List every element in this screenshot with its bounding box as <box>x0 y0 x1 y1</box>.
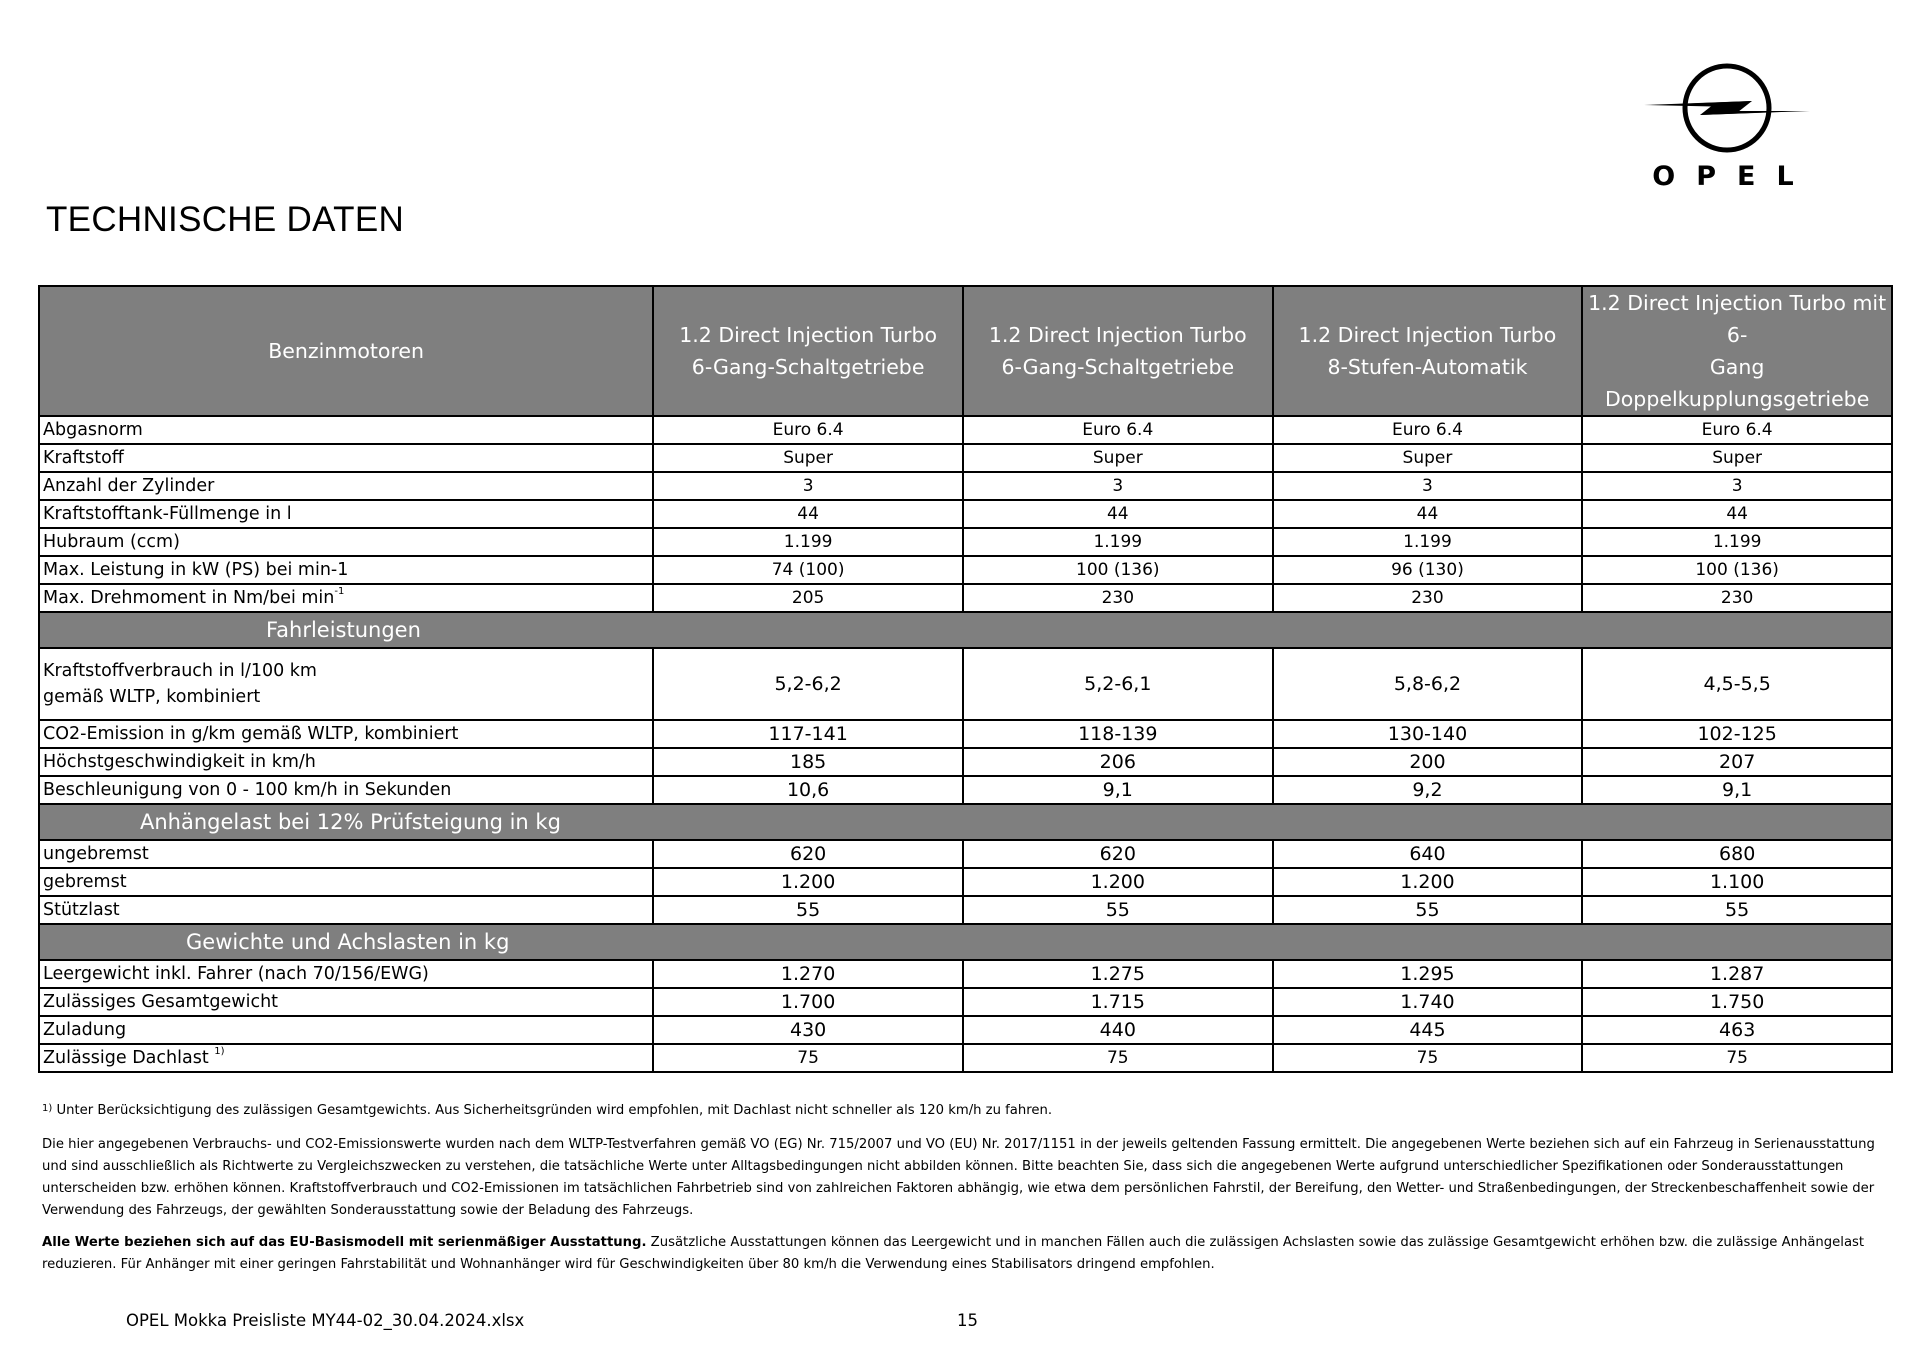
cell-value: 9,2 <box>1273 776 1583 804</box>
cell-value: Super <box>1273 444 1583 472</box>
row-label: Anzahl der Zylinder <box>39 472 653 500</box>
cell-value: 1.715 <box>963 988 1273 1016</box>
footnote-1-text: Unter Berücksichtigung des zulässigen Gesamtgewichts. Aus Sicherheitsgründen wird empfohlen, mit Dachlast nicht schneller als 120 km/h zu fahren. <box>56 1103 1053 1118</box>
cell-value: 117-141 <box>653 720 963 748</box>
header-engine-2-line1: 1.2 Direct Injection Turbo <box>988 323 1247 347</box>
header-engine-3 <box>1273 286 1583 416</box>
row-label: Zuladung <box>39 1016 653 1044</box>
cell-value: 1.287 <box>1582 960 1892 988</box>
cell-value: 230 <box>963 584 1273 612</box>
cell-value: 5,8-6,2 <box>1273 648 1583 720</box>
cell-value: 4,5-5,5 <box>1582 648 1892 720</box>
cell-value: Euro 6.4 <box>1273 416 1583 444</box>
opel-wordmark: OPEL <box>1652 161 1815 192</box>
cell-value: 1.700 <box>653 988 963 1016</box>
cell-value: 230 <box>1273 584 1583 612</box>
header-engine-2 <box>963 286 1273 416</box>
table-row <box>39 960 1892 988</box>
cell-value: 205 <box>653 584 963 612</box>
table-row <box>39 776 1892 804</box>
table-row <box>39 840 1892 868</box>
cell-value: 680 <box>1582 840 1892 868</box>
cell-value: 9,1 <box>963 776 1273 804</box>
cell-value: 1.199 <box>653 528 963 556</box>
table-header-row <box>39 286 1892 416</box>
cell-value: Super <box>963 444 1273 472</box>
row-label: Zulässiges Gesamtgewicht <box>39 988 653 1016</box>
table-row <box>39 868 1892 896</box>
cell-value: 200 <box>1273 748 1583 776</box>
footnote-mark: 1) <box>42 1103 53 1114</box>
opel-blitz-icon <box>1640 58 1815 158</box>
table-row <box>39 528 1892 556</box>
cell-value: 100 (136) <box>963 556 1273 584</box>
superscript: 1) <box>214 1046 225 1057</box>
cell-value: 620 <box>653 840 963 868</box>
section-fahrleistungen <box>39 612 1892 648</box>
row-label: Hubraum (ccm) <box>39 528 653 556</box>
header-engine-3-line2: 8-Stufen-Automatik <box>1327 355 1528 379</box>
footnote-basismodell <box>42 1232 1897 1276</box>
header-benzinmotoren: Benzinmotoren <box>39 286 653 416</box>
cell-value: 130-140 <box>1273 720 1583 748</box>
cell-value: 55 <box>653 896 963 924</box>
cell-value: 463 <box>1582 1016 1892 1044</box>
cell-value: 5,2-6,2 <box>653 648 963 720</box>
cell-value: 44 <box>1273 500 1583 528</box>
cell-value: Euro 6.4 <box>963 416 1273 444</box>
cell-value: 1.199 <box>1273 528 1583 556</box>
cell-value: 185 <box>653 748 963 776</box>
cell-value: 640 <box>1273 840 1583 868</box>
row-label <box>39 648 653 720</box>
cell-value: 55 <box>1273 896 1583 924</box>
table-row <box>39 444 1892 472</box>
cell-value: 5,2-6,1 <box>963 648 1273 720</box>
cell-value: Euro 6.4 <box>1582 416 1892 444</box>
section-fahrleistungen-cell <box>39 612 1892 648</box>
cell-value: 75 <box>653 1044 963 1072</box>
cell-value: Euro 6.4 <box>653 416 963 444</box>
header-engine-4 <box>1582 286 1892 416</box>
section-gewichte <box>39 924 1892 960</box>
cell-value: 230 <box>1582 584 1892 612</box>
cell-value: 3 <box>1582 472 1892 500</box>
cell-value: 440 <box>963 1016 1273 1044</box>
cell-value: 445 <box>1273 1016 1583 1044</box>
header-engine-3-line1: 1.2 Direct Injection Turbo <box>1298 323 1557 347</box>
header-engine-2-line2: 6-Gang-Schaltgetriebe <box>1001 355 1235 379</box>
cell-value: 44 <box>1582 500 1892 528</box>
cell-value: 1.100 <box>1582 868 1892 896</box>
header-engine-1-line2: 6-Gang-Schaltgetriebe <box>691 355 925 379</box>
table-row <box>39 988 1892 1016</box>
cell-value: 1.199 <box>1582 528 1892 556</box>
cell-value: 96 (130) <box>1273 556 1583 584</box>
row-label: Max. Leistung in kW (PS) bei min-1 <box>39 556 653 584</box>
cell-value: 100 (136) <box>1582 556 1892 584</box>
section-title: Anhängelast bei 12% Prüfsteigung in kg <box>140 810 561 834</box>
header-engine-4-line1: 1.2 Direct Injection Turbo mit 6- <box>1588 291 1887 347</box>
cell-value: 1.200 <box>653 868 963 896</box>
cell-value: Super <box>653 444 963 472</box>
footnote-wltp: Die hier angegebenen Verbrauchs- und CO2-Emissionswerte wurden nach dem WLTP-Testverfahren gemäß VO (EG) Nr. 715/2007 und VO (EU) Nr. 2017/1151 in der jeweils geltenden Fassung ermittelt. Die angegebenen Werte beziehen sich auf ein Fahrzeug in Serienausstattung und sind ausschließlich als Richtwerte zu Vergleichszwecken zu verstehen, die tatsächliche Werte unter Alltagsbedingungen nicht abbilden können. Bitte beachten Sie, dass sich die angegebenen Werte aufgrund unterschiedlicher Spezifikationen oder Sonderausstattungen unterscheiden bzw. erhöhen können. Kraftstoffverbrauch und CO2-Emissionen im tatsächlichen Fahrbetrieb sind von zahlreichen Faktoren abhängig, wie etwa dem persönlichen Fahrstil, der Bereifung, den Wetter- und Straßenbedingungen, der Streckenbeschaffenheit sowie der Verwendung des Fahrzeugs, der gewählten Sonderausstattung sowie der Beladung des Fahrzeugs. <box>42 1137 1875 1218</box>
cell-value: 9,1 <box>1582 776 1892 804</box>
cell-value: Super <box>1582 444 1892 472</box>
cell-value: 102-125 <box>1582 720 1892 748</box>
table-row <box>39 1016 1892 1044</box>
row-label: Kraftstoff <box>39 444 653 472</box>
row-label: Abgasnorm <box>39 416 653 444</box>
superscript: -1 <box>334 586 345 597</box>
row-label: Höchstgeschwindigkeit in km/h <box>39 748 653 776</box>
row-label: Stützlast <box>39 896 653 924</box>
table-row <box>39 1044 1892 1072</box>
footnotes <box>42 1100 1897 1286</box>
table-row <box>39 584 1892 612</box>
cell-value: 1.275 <box>963 960 1273 988</box>
section-anhaengelast-cell <box>39 804 1892 840</box>
table-row <box>39 748 1892 776</box>
cell-value: 3 <box>963 472 1273 500</box>
row-label <box>39 584 653 612</box>
cell-value: 3 <box>653 472 963 500</box>
table-row <box>39 500 1892 528</box>
cell-value: 1.750 <box>1582 988 1892 1016</box>
table-row <box>39 472 1892 500</box>
cell-value: 620 <box>963 840 1273 868</box>
table-row <box>39 648 1892 720</box>
row-label: CO2-Emission in g/km gemäß WLTP, kombiniert <box>39 720 653 748</box>
section-title: Gewichte und Achslasten in kg <box>186 930 510 954</box>
row-label-line1: Kraftstoffverbrauch in l/100 km <box>43 661 317 681</box>
row-label: gebremst <box>39 868 653 896</box>
cell-value: 75 <box>1273 1044 1583 1072</box>
cell-value: 55 <box>1582 896 1892 924</box>
table-row <box>39 896 1892 924</box>
row-label: ungebremst <box>39 840 653 868</box>
table-row <box>39 720 1892 748</box>
cell-value: 3 <box>1273 472 1583 500</box>
cell-value: 1.200 <box>963 868 1273 896</box>
row-label-line2: gemäß WLTP, kombiniert <box>43 687 261 707</box>
footnote-1 <box>42 1100 1897 1122</box>
footer-filename: OPEL Mokka Preisliste MY44-02_30.04.2024.xlsx <box>126 1311 525 1330</box>
cell-value: 430 <box>653 1016 963 1044</box>
footnote-basismodell-bold: Alle Werte beziehen sich auf das EU-Basismodell mit serienmäßiger Ausstattung. <box>42 1235 647 1250</box>
cell-value: 75 <box>963 1044 1273 1072</box>
row-label-text: Max. Drehmoment in Nm/bei min <box>43 588 335 608</box>
section-gewichte-cell <box>39 924 1892 960</box>
row-label: Leergewicht inkl. Fahrer (nach 70/156/EWG) <box>39 960 653 988</box>
page-title: TECHNISCHE DATEN <box>46 200 405 239</box>
row-label: Beschleunigung von 0 - 100 km/h in Sekunden <box>39 776 653 804</box>
header-engine-1 <box>653 286 963 416</box>
cell-value: 44 <box>963 500 1273 528</box>
row-label-text: Zulässige Dachlast <box>43 1048 209 1068</box>
section-anhaengelast <box>39 804 1892 840</box>
table-row <box>39 416 1892 444</box>
cell-value: 74 (100) <box>653 556 963 584</box>
spec-table <box>38 285 1893 1073</box>
cell-value: 55 <box>963 896 1273 924</box>
cell-value: 1.199 <box>963 528 1273 556</box>
page-number: 15 <box>957 1311 978 1330</box>
header-engine-4-line2: Gang Doppelkupplungsgetriebe <box>1604 355 1870 411</box>
row-label <box>39 1044 653 1072</box>
cell-value: 206 <box>963 748 1273 776</box>
cell-value: 1.740 <box>1273 988 1583 1016</box>
cell-value: 1.200 <box>1273 868 1583 896</box>
section-title: Fahrleistungen <box>266 618 421 642</box>
header-engine-1-line1: 1.2 Direct Injection Turbo <box>679 323 938 347</box>
cell-value: 1.295 <box>1273 960 1583 988</box>
table-row <box>39 556 1892 584</box>
cell-value: 207 <box>1582 748 1892 776</box>
cell-value: 10,6 <box>653 776 963 804</box>
opel-logo <box>1640 58 1815 198</box>
cell-value: 1.270 <box>653 960 963 988</box>
cell-value: 44 <box>653 500 963 528</box>
cell-value: 75 <box>1582 1044 1892 1072</box>
cell-value: 118-139 <box>963 720 1273 748</box>
footnote-basismodell-rest: Zusätzliche Ausstattungen können das Leergewicht und in manchen Fällen auch die zulässigen Achslasten sowie das zulässige Gesamtgewicht erhöhen bzw. die zulässige Anhängelast reduzieren. Für Anhänger mit einer geringen Fahrstabilität und Wohnanhänger wird für Geschwindigkeiten über 80 km/h die Verwendung eines Stabilisators dringend empfohlen. <box>42 1235 1865 1272</box>
row-label: Kraftstofftank-Füllmenge in l <box>39 500 653 528</box>
